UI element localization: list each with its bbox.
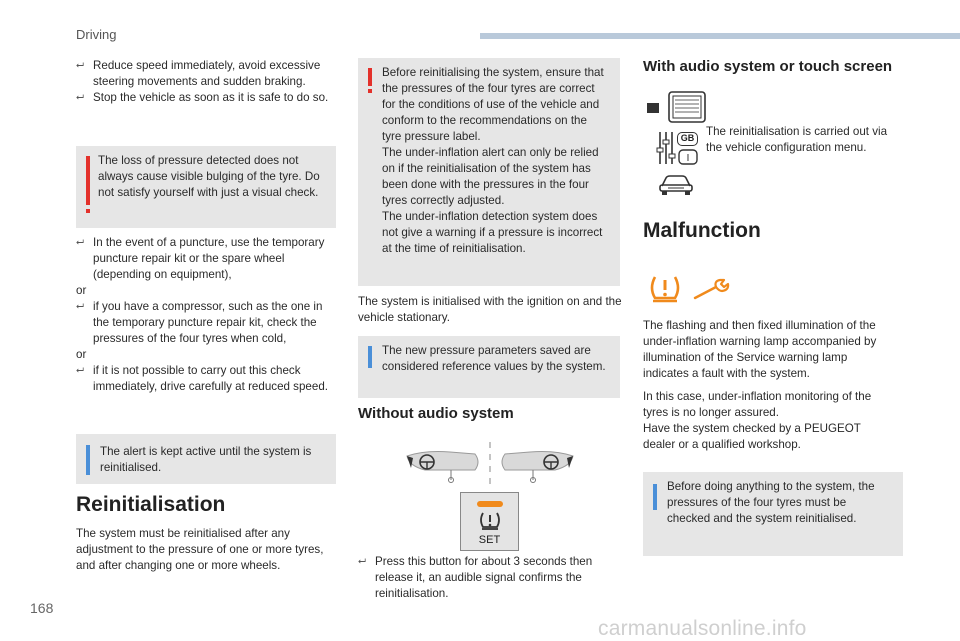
bullet-arrow-icon: ⮠ xyxy=(76,92,84,103)
watermark: carmanualsonline.info xyxy=(598,617,807,640)
page-number: 168 xyxy=(30,600,54,616)
info-note-text: The new pressure parameters saved are considered reference values by the system. xyxy=(382,344,606,373)
warning-bar-icon xyxy=(86,156,90,205)
settings-sliders-icon xyxy=(655,130,701,166)
press-button-bullet xyxy=(358,554,620,602)
with-audio-heading: With audio system or touch screen xyxy=(643,58,893,75)
or-text: or xyxy=(76,348,87,361)
info-note-text: The alert is kept active until the system is reinitialised. xyxy=(100,445,312,474)
reinitialisation-heading: Reinitialisation xyxy=(76,493,226,516)
info-note-reference-values xyxy=(358,336,620,398)
list-item: ⮠ Reduce speed immediately, avoid excessive steering movements and sudden braking. xyxy=(76,59,321,88)
list-item: ⮠ if you have a compressor, such as the one in the temporary puncture repair kit, check the pressures of the four tyres when cold, xyxy=(76,300,323,345)
warning-note-text: The loss of pressure detected does not always cause visible bulging of the tyre. Do not satisfy yourself with just a visual check. xyxy=(98,154,320,199)
list-item: ⮠ Stop the vehicle as soon as it is safe to do so. xyxy=(76,91,329,104)
initialisation-text: The system is initialised with the ignition on and the vehicle stationary. xyxy=(358,295,622,324)
bullet-arrow-icon: ⮠ xyxy=(76,237,84,248)
steering-wheel-control-icon xyxy=(405,440,575,486)
warning-paragraph: The under-inflation alert can only be relied on if the reinitialisation of the system has been done with the pressures in the four tyres correctly adjusted. xyxy=(382,146,599,207)
dealer-text: Have the system checked by a PEUGEOT dealer or a qualified workshop. xyxy=(643,422,861,451)
list-item: ⮠ In the event of a puncture, use the temporary puncture repair kit or the spare wheel (depending on equipment), xyxy=(76,236,325,281)
bullet-arrow-icon: ⮠ xyxy=(358,556,366,567)
touch-screen-icon xyxy=(645,90,707,124)
info-bar-icon xyxy=(653,484,657,510)
set-button-label: SET xyxy=(478,534,501,546)
header-bar xyxy=(480,33,960,39)
without-audio-heading: Without audio system xyxy=(358,405,514,422)
list-item: ⮠ Press this button for about 3 seconds then release it, an audible signal confirms the reinitialisation. xyxy=(358,555,593,600)
info-bar-icon xyxy=(368,346,372,368)
reinitialisation-text: The system must be reinitialised after any adjustment to the pressure of one or more tyres, and after changing one or more wheels. xyxy=(76,527,324,572)
wrench-service-icon xyxy=(692,278,732,302)
language-gb-badge: GB xyxy=(677,132,698,146)
or-text: or xyxy=(76,284,87,297)
info-note-text: Before doing anything to the system, the pressures of the four tyres must be checked and the system reinitialised. xyxy=(667,480,875,525)
warning-bar-icon xyxy=(368,68,372,86)
warning-note-before-reinit xyxy=(358,58,620,286)
tyre-pressure-warning-icon xyxy=(648,274,682,304)
malfunction-heading: Malfunction xyxy=(643,219,761,242)
bullet-arrow-icon: ⮠ xyxy=(76,60,84,71)
puncture-bullets xyxy=(76,235,338,395)
malfunction-paragraph-1: The flashing and then fixed illumination of the under-inflation warning lamp accompanied by illumination of the Service warning lamp indicates a fault with the system. xyxy=(643,319,877,380)
car-icon xyxy=(658,172,694,196)
section-label: Driving xyxy=(76,27,117,42)
warning-note-tyre-bulging xyxy=(76,146,336,228)
warning-dot-icon xyxy=(368,89,372,93)
warning-note-text xyxy=(382,65,608,257)
list-item: ⮠ if it is not possible to carry out this check immediately, drive carefully at reduced speed. xyxy=(76,364,328,393)
set-button[interactable] xyxy=(460,492,519,551)
bullet-arrow-icon: ⮠ xyxy=(76,365,84,376)
svg-text:I: I xyxy=(686,153,690,164)
warning-dot-icon xyxy=(86,209,90,213)
monitoring-text: In this case, under-inflation monitoring of the tyres is no longer assured. xyxy=(643,390,872,419)
info-note-before-system xyxy=(643,472,903,556)
tyre-pressure-warning-icon xyxy=(478,511,502,531)
top-bullets xyxy=(76,58,338,106)
menu-text: The reinitialisation is carried out via the vehicle configuration menu. xyxy=(706,125,888,154)
indicator-lamp xyxy=(477,501,503,507)
info-bar-icon xyxy=(86,445,90,475)
warning-paragraph: Before reinitialising the system, ensure that the pressures of the four tyres are correct for the conditions of use of the vehicle and conform to the recommendations on the tyre pressure label. xyxy=(382,66,604,143)
bullet-arrow-icon: ⮠ xyxy=(76,301,84,312)
warning-paragraph: The under-inflation detection system does not give a warning if a pressure is incorrect at the time of reinitialisation. xyxy=(382,210,603,255)
malfunction-paragraph-2 xyxy=(643,389,895,453)
info-note-alert-active xyxy=(76,434,336,484)
